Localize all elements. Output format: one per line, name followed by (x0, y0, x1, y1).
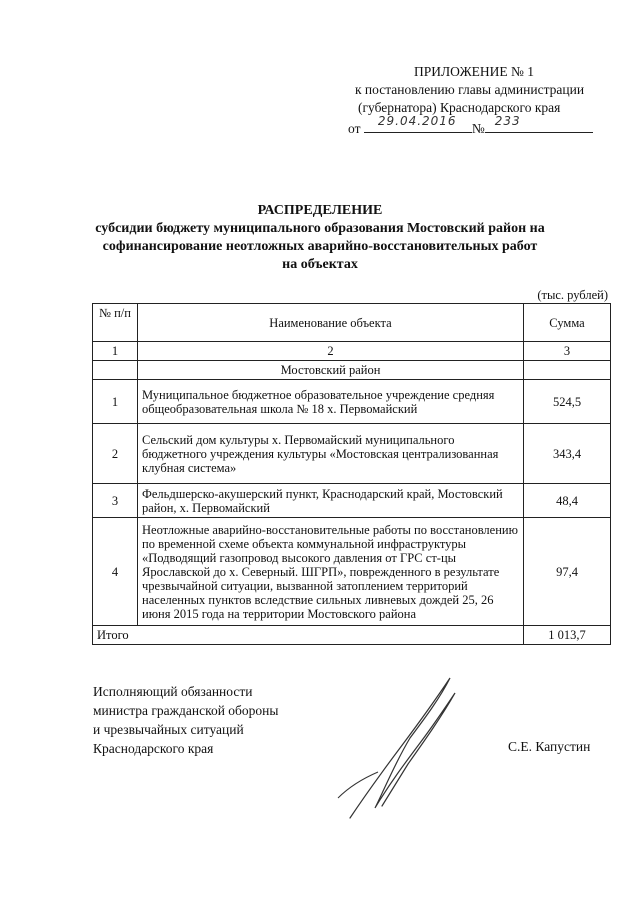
district-row (93, 361, 611, 380)
date-handwritten: 29.04.2016 (377, 114, 457, 128)
row-number: 2 (93, 424, 138, 484)
doc-title: РАСПРЕДЕЛЕНИЕ (257, 203, 383, 218)
row-sum: 524,5 (524, 380, 611, 424)
row-name: Сельский дом культуры х. Первомайский муниципального бюджетного учреждения культуры «Мостовская централизованная клубная система» (138, 424, 524, 484)
row-number: 4 (93, 518, 138, 626)
date-field (364, 116, 472, 133)
header-number: № п/п (93, 304, 138, 342)
appendix-line3: (губернатора) Краснодарского края (358, 100, 561, 115)
appendix-line2: к постановлению главы администрации (355, 82, 585, 97)
number-label: № (471, 121, 485, 136)
signatory-name: С.Е. Капустин (508, 739, 591, 754)
numbering-cell: 2 (138, 342, 524, 361)
header-name: Наименование объекта (138, 304, 524, 342)
row-sum: 343,4 (524, 424, 611, 484)
units-label: (тыс. рублей) (537, 288, 608, 302)
district-name: Мостовский район (138, 361, 524, 380)
number-handwritten: 233 (494, 114, 521, 128)
numbering-cell: 1 (93, 342, 138, 361)
empty-cell (93, 361, 138, 380)
signatory-line: министра гражданской обороны (93, 703, 279, 718)
doc-subtitle-2: софинансирование неотложных аварийно-восстановительных работ (102, 239, 538, 254)
row-name: Фельдшерско-акушерский пункт, Краснодарский край, Мостовский район, х. Первомайский (138, 484, 524, 518)
appendix-title: ПРИЛОЖЕНИЕ № 1 (414, 64, 535, 79)
doc-subtitle-3: на объектах (282, 257, 358, 272)
row-name: Неотложные аварийно-восстановительные работы по восстановлению по временной схеме объекта коммунальной инфраструктуры «Подводящий газопровод высокого давления от ГРС ст-цы Ярославской до х. Северный. ШГРП», поврежденного в результате чрезвычайной ситуации, вызванной затоплением территорий населенных пунктов вследствие сильных ливневых дождей 25, 26 июня 2015 года на территории Мостовского района (138, 518, 524, 626)
row-sum: 97,4 (524, 518, 611, 626)
row-name: Муниципальное бюджетное образовательное учреждение средняя общеобразовательная школа № 18 х. Первомайский (138, 380, 524, 424)
empty-cell (524, 361, 611, 380)
numbering-cell: 3 (524, 342, 611, 361)
from-label: от (348, 121, 361, 136)
total-label: Итого (93, 626, 524, 645)
total-row (93, 626, 611, 645)
table-row (93, 380, 611, 424)
doc-subtitle-1: субсидии бюджету муниципального образования Мостовский район на (95, 221, 545, 236)
signatory-line: Краснодарского края (93, 741, 214, 756)
row-number: 1 (93, 380, 138, 424)
appendix-date-line (348, 116, 593, 139)
handwritten-signature (330, 668, 470, 828)
table-header-row (93, 304, 611, 342)
row-number: 3 (93, 484, 138, 518)
distribution-table (92, 303, 611, 645)
signatory-title (93, 682, 278, 758)
table-row (93, 424, 611, 484)
total-sum: 1 013,7 (524, 626, 611, 645)
signatory-line: и чрезвычайных ситуаций (93, 722, 244, 737)
number-field (485, 116, 593, 133)
signatory-line: Исполняющий обязанности (93, 684, 253, 699)
table-row (93, 518, 611, 626)
header-sum: Сумма (524, 304, 611, 342)
table-row (93, 484, 611, 518)
table-numbering-row (93, 342, 611, 361)
row-sum: 48,4 (524, 484, 611, 518)
